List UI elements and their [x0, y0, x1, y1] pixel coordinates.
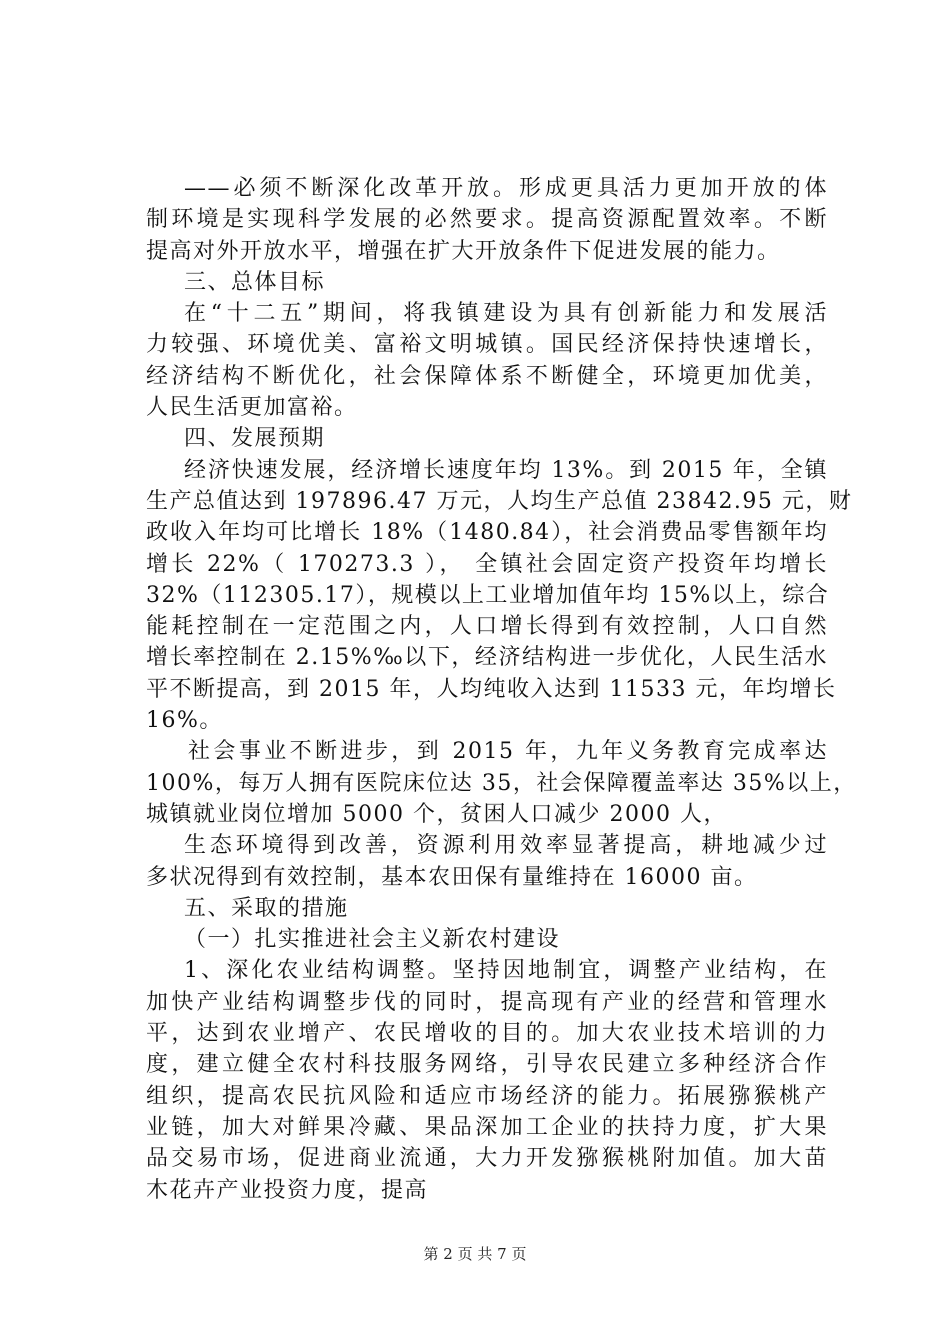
- paragraph-line: 平，达到农业增产、农民增收的目的。加大农业技术培训的力: [146, 1021, 828, 1047]
- paragraph-line: 在“十二五”期间，将我镇建设为具有创新能力和发展活: [184, 301, 828, 327]
- paragraph-line: 业链，加大对鲜果冷藏、果品深加工企业的扶持力度，扩大果: [146, 1114, 828, 1140]
- page-footer: [0, 1244, 950, 1264]
- paragraph-line: 1、深化农业结构调整。坚持因地制宜，调整产业结构，在: [184, 958, 828, 984]
- paragraph-line: 16%。: [146, 708, 223, 734]
- paragraph-line: 增长率控制在 2.15%‰以下，经济结构进一步优化，人民生活水: [146, 645, 828, 671]
- paragraph-line: 能耗控制在一定范围之内，人口增长得到有效控制，人口自然: [146, 614, 828, 640]
- paragraph-line: 生态环境得到改善，资源利用效率显著提高，耕地减少过: [184, 833, 828, 859]
- paragraph-line: 提高对外开放水平，增强在扩大开放条件下促进发展的能力。: [146, 238, 781, 264]
- paragraph-line: 经济结构不断优化，社会保障体系不断健全，环境更加优美，: [146, 363, 828, 389]
- paragraph-line: 政收入年均可比增长 18%（1480.84），社会消费品零售额年均: [146, 520, 828, 546]
- paragraph-line: 增长 22%（ 170273.3 ）， 全镇社会固定资产投资年均增长: [146, 551, 828, 577]
- section-heading: 五、采取的措施: [184, 895, 349, 921]
- subsection-heading: （一）扎实推进社会主义新农村建设: [184, 927, 561, 953]
- paragraph-line: 制环境是实现科学发展的必然要求。提高资源配置效率。不断: [146, 207, 828, 233]
- paragraph-line: 平不断提高，到 2015 年，人均纯收入达到 11533 元，年均增长: [146, 676, 837, 702]
- paragraph-line: 经济快速发展，经济增长速度年均 13%。到 2015 年，全镇: [184, 457, 828, 483]
- section-heading: 三、总体目标: [184, 269, 326, 295]
- paragraph-line: 力较强、环境优美、富裕文明城镇。国民经济保持快速增长，: [146, 332, 828, 358]
- paragraph-line: 社会事业不断进步，到 2015 年，九年义务教育完成率达: [188, 739, 828, 765]
- paragraph-line: 木花卉产业投资力度，提高: [146, 1177, 429, 1203]
- paragraph-line: 多状况得到有效控制，基本农田保有量维持在 16000 亩。: [146, 864, 758, 890]
- paragraph-line: 32%（112305.17），规模以上工业增加值年均 15%以上，综合: [146, 582, 830, 608]
- paragraph-line: ——必须不断深化改革开放。形成更具活力更加开放的体: [184, 176, 828, 201]
- paragraph-line: 生产总值达到 197896.47 万元，人均生产总值 23842.95 元，财: [146, 488, 853, 514]
- paragraph-line: 城镇就业岗位增加 5000 个，贫困人口减少 2000 人，: [146, 801, 727, 827]
- paragraph-line: 度，建立健全农村科技服务网络，引导农民建立多种经济合作: [146, 1052, 828, 1078]
- page-total: 共 7 页: [477, 1245, 527, 1263]
- document-body: [146, 173, 857, 1206]
- paragraph-line: 人民生活更加富裕。: [146, 395, 358, 421]
- page-number: 第 2 页: [423, 1245, 473, 1263]
- paragraph-line: 组织，提高农民抗风险和适应市场经济的能力。拓展猕猴桃产: [146, 1083, 828, 1109]
- paragraph-line: 品交易市场，促进商业流通，大力开发猕猴桃附加值。加大苗: [146, 1146, 828, 1172]
- paragraph-line: 100%，每万人拥有医院床位达 35，社会保障覆盖率达 35%以上，: [146, 770, 857, 796]
- section-heading: 四、发展预期: [184, 426, 326, 452]
- paragraph-line: 加快产业结构调整步伐的同时，提高现有产业的经营和管理水: [146, 989, 828, 1015]
